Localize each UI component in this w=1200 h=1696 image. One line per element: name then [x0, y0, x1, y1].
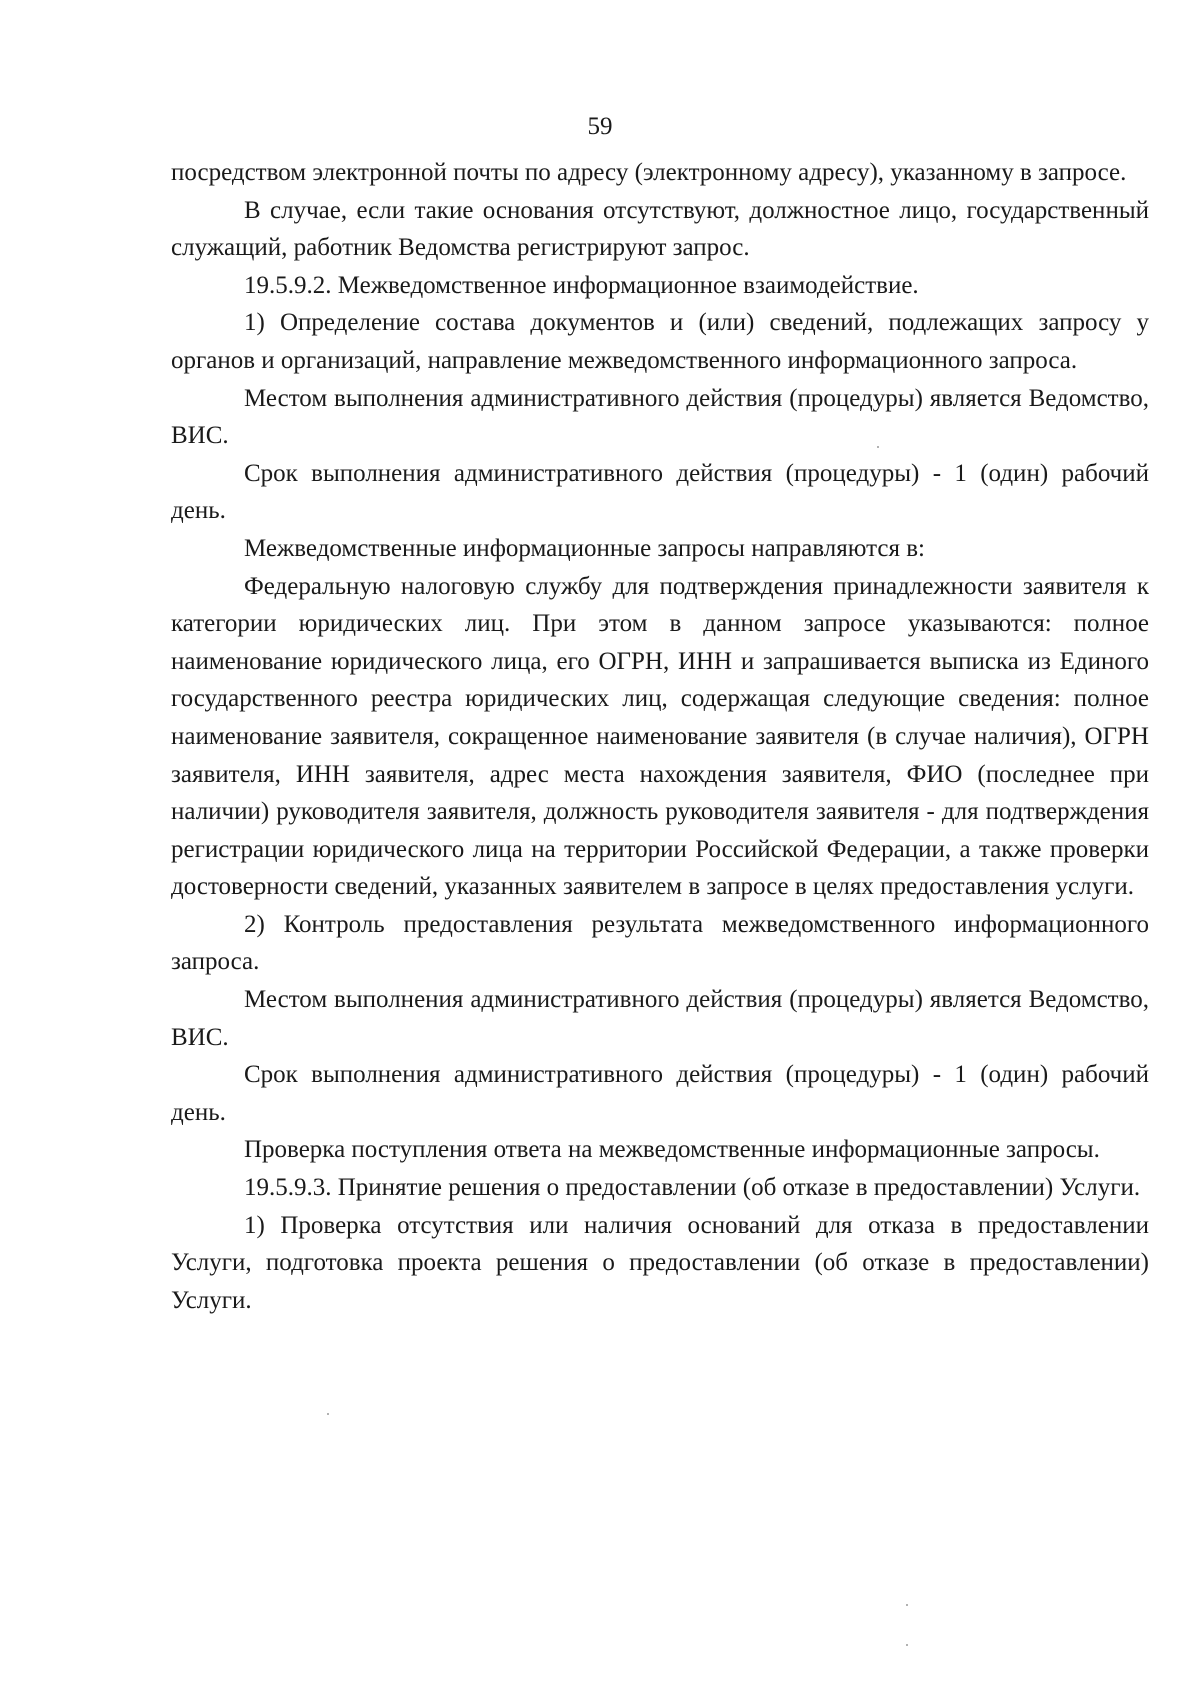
- paragraph: Межведомственные информационные запросы направляются в:: [244, 534, 925, 562]
- paragraph: В случае, если такие основания отсутствуют, должностное лицо, государственный служащий, работник Ведомства регистрируют запрос.: [171, 196, 1149, 262]
- paragraph: Местом выполнения административного действия (процедуры) является Ведомство, ВИС.: [171, 986, 1149, 1051]
- paragraph: Проверка поступления ответа на межведомственные информационные запросы.: [244, 1136, 1100, 1164]
- scan-speck: [906, 1604, 908, 1606]
- paragraph-continuation: посредством электронной почты по адресу (электронному адресу), указанному в запросе.: [171, 159, 1127, 186]
- paragraph: Местом выполнения административного действия (процедуры) является Ведомство, ВИС.: [171, 384, 1149, 450]
- document-body: [171, 154, 1149, 1319]
- paragraph: Срок выполнения административного действия (процедуры) - 1 (один) рабочий день.: [171, 459, 1149, 525]
- paragraph-item-1: 1) Проверка отсутствия или наличия оснований для отказа в предоставлении Услуги, подготовка проекта решения о предоставлении (об отказе в предоставлении) Услуги.: [171, 1211, 1149, 1314]
- paragraph: Срок выполнения административного действия (процедуры) - 1 (один) рабочий день.: [171, 1061, 1149, 1126]
- section-heading-19-5-9-3: 19.5.9.3. Принятие решения о предоставлении (об отказе в предоставлении) Услуги.: [244, 1174, 1141, 1202]
- section-heading-19-5-9-2: 19.5.9.2. Межведомственное информационное взаимодействие.: [244, 271, 919, 299]
- paragraph-item-1: 1) Определение состава документов и (или) сведений, подлежащих запросу у органов и организаций, направление межведомственного информационного запроса.: [171, 309, 1149, 374]
- paragraph-item-2: 2) Контроль предоставления результата межведомственного информационного запроса.: [171, 910, 1149, 976]
- page-number: 59: [587, 113, 613, 140]
- scan-speck: [877, 446, 879, 448]
- paragraph: Федеральную налоговую службу для подтверждения принадлежности заявителя к категории юридических лиц. При этом в данном запросе указываются: полное наименование юридического лица, его ОГРН, ИНН и запрашивается выписка из Единого государственного реестра юридических лиц, содержащая следующие сведения: полное наименование заявителя, сокращенное наименование заявителя (в случае наличия), ОГРН заявителя, ИНН заявителя, адрес места нахождения заявителя, ФИО (последнее при наличии) руководителя заявителя, должность руководителя заявителя - для подтверждения регистрации юридического лица на территории Российской Федерации, а также проверки достоверности сведений, указанных заявителем в запросе в целях предоставления услуги.: [171, 572, 1149, 901]
- scan-speck: [906, 1644, 908, 1646]
- scan-speck: [327, 1413, 329, 1415]
